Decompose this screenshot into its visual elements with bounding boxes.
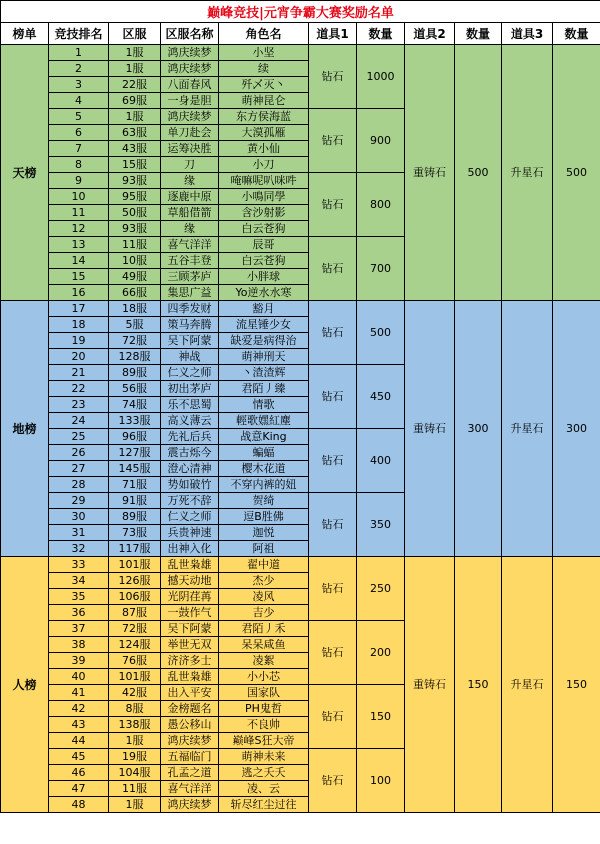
role-name-cell: 缺爱是病得治 <box>219 333 309 349</box>
server-cell: 72服 <box>109 621 161 637</box>
table-row <box>1 301 600 317</box>
server-cell: 87服 <box>109 605 161 621</box>
role-name-cell: 续 <box>219 61 309 77</box>
server-name-cell: 乱世枭雄 <box>161 557 219 573</box>
server-name-cell: 鸿庆续梦 <box>161 45 219 61</box>
server-cell: 63服 <box>109 125 161 141</box>
rank-cell: 10 <box>49 189 109 205</box>
server-name-cell: 刀 <box>161 157 219 173</box>
role-name-cell: 翟中道 <box>219 557 309 573</box>
server-name-cell: 兵贵神速 <box>161 525 219 541</box>
rank-cell: 15 <box>49 269 109 285</box>
rank-cell: 5 <box>49 109 109 125</box>
role-name-cell: 歼乄灭丶 <box>219 77 309 93</box>
role-name-cell: 樱木花道 <box>219 461 309 477</box>
rank-cell: 34 <box>49 573 109 589</box>
qty2-cell: 300 <box>455 301 502 557</box>
item2-cell: 重铸石 <box>405 301 455 557</box>
server-name-cell: 五谷丰登 <box>161 253 219 269</box>
qty1-cell: 900 <box>357 109 405 173</box>
role-name-cell: Yo逆水水寒 <box>219 285 309 301</box>
rank-cell: 45 <box>49 749 109 765</box>
header-item3: 道具3 <box>502 23 553 45</box>
rank-cell: 29 <box>49 493 109 509</box>
role-name-cell: 萌神昆仑 <box>219 93 309 109</box>
server-cell: 15服 <box>109 157 161 173</box>
qty3-cell: 150 <box>553 557 600 813</box>
server-name-cell: 三顾茅庐 <box>161 269 219 285</box>
server-name-cell: 鸿庆续梦 <box>161 109 219 125</box>
rank-cell: 41 <box>49 685 109 701</box>
server-name-cell: 举世无双 <box>161 637 219 653</box>
role-name-cell: 蝙蝠 <box>219 445 309 461</box>
server-cell: 22服 <box>109 77 161 93</box>
role-name-cell: 小胖球 <box>219 269 309 285</box>
rank-cell: 3 <box>49 77 109 93</box>
rank-cell: 20 <box>49 349 109 365</box>
rank-cell: 26 <box>49 445 109 461</box>
qty2-cell: 150 <box>455 557 502 813</box>
role-name-cell: 白云苍狗 <box>219 221 309 237</box>
rank-cell: 30 <box>49 509 109 525</box>
server-name-cell: 策马奔腾 <box>161 317 219 333</box>
server-cell: 19服 <box>109 749 161 765</box>
item2-cell: 重铸石 <box>405 557 455 813</box>
board-name: 人榜 <box>1 557 49 813</box>
server-cell: 56服 <box>109 381 161 397</box>
server-name-cell: 神战 <box>161 349 219 365</box>
server-cell: 72服 <box>109 333 161 349</box>
header-row <box>1 23 600 45</box>
server-name-cell: 四季发财 <box>161 301 219 317</box>
server-cell: 101服 <box>109 557 161 573</box>
role-name-cell: 杰少 <box>219 573 309 589</box>
server-cell: 71服 <box>109 477 161 493</box>
qty1-cell: 200 <box>357 621 405 685</box>
server-name-cell: 鸿庆续梦 <box>161 733 219 749</box>
rank-cell: 40 <box>49 669 109 685</box>
header-rank: 竞技排名 <box>49 23 109 45</box>
qty1-cell: 400 <box>357 429 405 493</box>
role-name-cell: 萌神刑天 <box>219 349 309 365</box>
server-name-cell: 孔孟之道 <box>161 765 219 781</box>
header-qty1: 数量 <box>357 23 405 45</box>
server-name-cell: 一鼓作气 <box>161 605 219 621</box>
role-name-cell: 东方侯海蓝 <box>219 109 309 125</box>
header-server-name: 区服名称 <box>161 23 219 45</box>
qty1-cell: 100 <box>357 749 405 813</box>
item1-cell: 钻石 <box>309 493 357 557</box>
role-name-cell: 阿祖 <box>219 541 309 557</box>
role-name-cell: 含沙射影 <box>219 205 309 221</box>
rank-cell: 1 <box>49 45 109 61</box>
server-cell: 95服 <box>109 189 161 205</box>
qty1-cell: 500 <box>357 301 405 365</box>
server-cell: 138服 <box>109 717 161 733</box>
server-cell: 96服 <box>109 429 161 445</box>
rank-cell: 22 <box>49 381 109 397</box>
role-name-cell: 豁月 <box>219 301 309 317</box>
server-name-cell: 乐不思蜀 <box>161 397 219 413</box>
header-role-name: 角色名 <box>219 23 309 45</box>
role-name-cell: 流星锤少女 <box>219 317 309 333</box>
rank-cell: 38 <box>49 637 109 653</box>
rank-cell: 12 <box>49 221 109 237</box>
role-name-cell: 凌风 <box>219 589 309 605</box>
role-name-cell: 情歌 <box>219 397 309 413</box>
rank-cell: 39 <box>49 653 109 669</box>
server-cell: 106服 <box>109 589 161 605</box>
server-cell: 127服 <box>109 445 161 461</box>
header-board: 榜单 <box>1 23 49 45</box>
server-name-cell: 仁义之师 <box>161 509 219 525</box>
qty1-cell: 450 <box>357 365 405 429</box>
rank-cell: 16 <box>49 285 109 301</box>
server-cell: 11服 <box>109 781 161 797</box>
header-qty3: 数量 <box>553 23 600 45</box>
rank-cell: 2 <box>49 61 109 77</box>
server-cell: 133服 <box>109 413 161 429</box>
rank-cell: 6 <box>49 125 109 141</box>
server-name-cell: 势如破竹 <box>161 477 219 493</box>
table-row <box>1 45 600 61</box>
rank-cell: 11 <box>49 205 109 221</box>
rank-cell: 31 <box>49 525 109 541</box>
role-name-cell: 丶渣渣辉 <box>219 365 309 381</box>
table-row <box>1 557 600 573</box>
server-name-cell: 万死不辞 <box>161 493 219 509</box>
rank-cell: 27 <box>49 461 109 477</box>
role-name-cell: 逗B胜佛 <box>219 509 309 525</box>
item1-cell: 钻石 <box>309 429 357 493</box>
server-name-cell: 金榜题名 <box>161 701 219 717</box>
server-name-cell: 运筹决胜 <box>161 141 219 157</box>
role-name-cell: 凌、云 <box>219 781 309 797</box>
qty1-cell: 700 <box>357 237 405 301</box>
role-name-cell: 逃之夭夭 <box>219 765 309 781</box>
role-name-cell: 吉少 <box>219 605 309 621</box>
role-name-cell: 贺绮 <box>219 493 309 509</box>
board-name: 天榜 <box>1 45 49 301</box>
server-name-cell: 缘 <box>161 221 219 237</box>
server-cell: 89服 <box>109 509 161 525</box>
header-item1: 道具1 <box>309 23 357 45</box>
qty1-cell: 1000 <box>357 45 405 109</box>
server-cell: 91服 <box>109 493 161 509</box>
role-name-cell: 大漠孤雁 <box>219 125 309 141</box>
server-name-cell: 澄心清神 <box>161 461 219 477</box>
rank-cell: 4 <box>49 93 109 109</box>
item1-cell: 钻石 <box>309 557 357 621</box>
item3-cell: 升星石 <box>502 45 553 301</box>
server-cell: 89服 <box>109 365 161 381</box>
rank-cell: 19 <box>49 333 109 349</box>
server-cell: 1服 <box>109 45 161 61</box>
rank-cell: 42 <box>49 701 109 717</box>
role-name-cell: 白云苍狗 <box>219 253 309 269</box>
server-name-cell: 光阴荏苒 <box>161 589 219 605</box>
item3-cell: 升星石 <box>502 301 553 557</box>
role-name-cell: 国家队 <box>219 685 309 701</box>
server-cell: 49服 <box>109 269 161 285</box>
role-name-cell: 君陌丿臻 <box>219 381 309 397</box>
server-cell: 93服 <box>109 221 161 237</box>
rank-cell: 48 <box>49 797 109 813</box>
server-cell: 74服 <box>109 397 161 413</box>
role-name-cell: 战意King <box>219 429 309 445</box>
rank-cell: 24 <box>49 413 109 429</box>
server-cell: 76服 <box>109 653 161 669</box>
server-cell: 5服 <box>109 317 161 333</box>
role-name-cell: 迦悦 <box>219 525 309 541</box>
server-cell: 126服 <box>109 573 161 589</box>
server-name-cell: 集思广益 <box>161 285 219 301</box>
item1-cell: 钻石 <box>309 45 357 109</box>
server-name-cell: 鸿庆续梦 <box>161 61 219 77</box>
server-cell: 42服 <box>109 685 161 701</box>
role-name-cell: 不穿内裤的妞 <box>219 477 309 493</box>
rank-cell: 18 <box>49 317 109 333</box>
qty1-cell: 800 <box>357 173 405 237</box>
role-name-cell: 小坚 <box>219 45 309 61</box>
role-name-cell: 輕歌嫼紅塵 <box>219 413 309 429</box>
server-name-cell: 吴下阿蒙 <box>161 621 219 637</box>
server-cell: 117服 <box>109 541 161 557</box>
rank-cell: 8 <box>49 157 109 173</box>
board-name: 地榜 <box>1 301 49 557</box>
server-name-cell: 喜气洋洋 <box>161 781 219 797</box>
rank-cell: 32 <box>49 541 109 557</box>
server-name-cell: 五福临门 <box>161 749 219 765</box>
item1-cell: 钻石 <box>309 685 357 749</box>
role-name-cell: 君陌丿禾 <box>219 621 309 637</box>
server-name-cell: 震古烁今 <box>161 445 219 461</box>
rank-cell: 21 <box>49 365 109 381</box>
server-name-cell: 先礼后兵 <box>161 429 219 445</box>
role-name-cell: 不良帅 <box>219 717 309 733</box>
rank-cell: 7 <box>49 141 109 157</box>
item3-cell: 升星石 <box>502 557 553 813</box>
server-name-cell: 高义薄云 <box>161 413 219 429</box>
rank-cell: 9 <box>49 173 109 189</box>
item1-cell: 钻石 <box>309 237 357 301</box>
server-cell: 66服 <box>109 285 161 301</box>
qty3-cell: 500 <box>553 45 600 301</box>
role-name-cell: 黄小仙 <box>219 141 309 157</box>
server-cell: 1服 <box>109 733 161 749</box>
server-cell: 69服 <box>109 93 161 109</box>
qty2-cell: 500 <box>455 45 502 301</box>
qty1-cell: 250 <box>357 557 405 621</box>
server-name-cell: 草船借箭 <box>161 205 219 221</box>
server-name-cell: 初出茅庐 <box>161 381 219 397</box>
rank-cell: 46 <box>49 765 109 781</box>
role-name-cell: 凌絮 <box>219 653 309 669</box>
role-name-cell: 巅峰S狂大帝 <box>219 733 309 749</box>
server-name-cell: 单刀赴会 <box>161 125 219 141</box>
server-cell: 1服 <box>109 797 161 813</box>
server-cell: 50服 <box>109 205 161 221</box>
server-name-cell: 鸿庆续梦 <box>161 797 219 813</box>
server-name-cell: 吴下阿蒙 <box>161 333 219 349</box>
item2-cell: 重铸石 <box>405 45 455 301</box>
item1-cell: 钻石 <box>309 749 357 813</box>
role-name-cell: PH鬼哲 <box>219 701 309 717</box>
server-name-cell: 出入平安 <box>161 685 219 701</box>
qty1-cell: 350 <box>357 493 405 557</box>
header-item2: 道具2 <box>405 23 455 45</box>
server-name-cell: 济济多士 <box>161 653 219 669</box>
rank-cell: 25 <box>49 429 109 445</box>
qty3-cell: 300 <box>553 301 600 557</box>
server-name-cell: 逐鹿中原 <box>161 189 219 205</box>
server-cell: 101服 <box>109 669 161 685</box>
rank-cell: 23 <box>49 397 109 413</box>
server-name-cell: 喜气洋洋 <box>161 237 219 253</box>
item1-cell: 钻石 <box>309 109 357 173</box>
role-name-cell: 唵嘛呢叭咪吽 <box>219 173 309 189</box>
server-cell: 1服 <box>109 109 161 125</box>
item1-cell: 钻石 <box>309 173 357 237</box>
rank-cell: 13 <box>49 237 109 253</box>
page-title: 巅峰竞技|元宵争霸大赛奖励名单 <box>1 1 600 23</box>
server-name-cell: 愚公移山 <box>161 717 219 733</box>
item1-cell: 钻石 <box>309 365 357 429</box>
item1-cell: 钻石 <box>309 301 357 365</box>
server-cell: 104服 <box>109 765 161 781</box>
server-cell: 145服 <box>109 461 161 477</box>
role-name-cell: 萌神未来 <box>219 749 309 765</box>
server-cell: 8服 <box>109 701 161 717</box>
server-cell: 43服 <box>109 141 161 157</box>
server-cell: 93服 <box>109 173 161 189</box>
rank-cell: 37 <box>49 621 109 637</box>
server-name-cell: 乱世枭雄 <box>161 669 219 685</box>
rank-cell: 43 <box>49 717 109 733</box>
role-name-cell: 小鳴同學 <box>219 189 309 205</box>
role-name-cell: 斩尽红尘过往 <box>219 797 309 813</box>
rank-cell: 14 <box>49 253 109 269</box>
rank-cell: 47 <box>49 781 109 797</box>
server-cell: 73服 <box>109 525 161 541</box>
server-name-cell: 仁义之师 <box>161 365 219 381</box>
role-name-cell: 小小芯 <box>219 669 309 685</box>
role-name-cell: 小刀 <box>219 157 309 173</box>
server-name-cell: 出神入化 <box>161 541 219 557</box>
server-cell: 10服 <box>109 253 161 269</box>
item1-cell: 钻石 <box>309 621 357 685</box>
header-server: 区服 <box>109 23 161 45</box>
rank-cell: 35 <box>49 589 109 605</box>
server-cell: 11服 <box>109 237 161 253</box>
header-qty2: 数量 <box>455 23 502 45</box>
role-name-cell: 辰哥 <box>219 237 309 253</box>
rank-cell: 44 <box>49 733 109 749</box>
rank-cell: 33 <box>49 557 109 573</box>
role-name-cell: 呆呆咸鱼 <box>219 637 309 653</box>
server-cell: 18服 <box>109 301 161 317</box>
server-cell: 124服 <box>109 637 161 653</box>
server-cell: 1服 <box>109 61 161 77</box>
server-name-cell: 缘 <box>161 173 219 189</box>
qty1-cell: 150 <box>357 685 405 749</box>
rank-cell: 17 <box>49 301 109 317</box>
server-name-cell: 一身是胆 <box>161 93 219 109</box>
rank-cell: 36 <box>49 605 109 621</box>
server-name-cell: 八面春风 <box>161 77 219 93</box>
server-name-cell: 撼天动地 <box>161 573 219 589</box>
rank-cell: 28 <box>49 477 109 493</box>
server-cell: 128服 <box>109 349 161 365</box>
